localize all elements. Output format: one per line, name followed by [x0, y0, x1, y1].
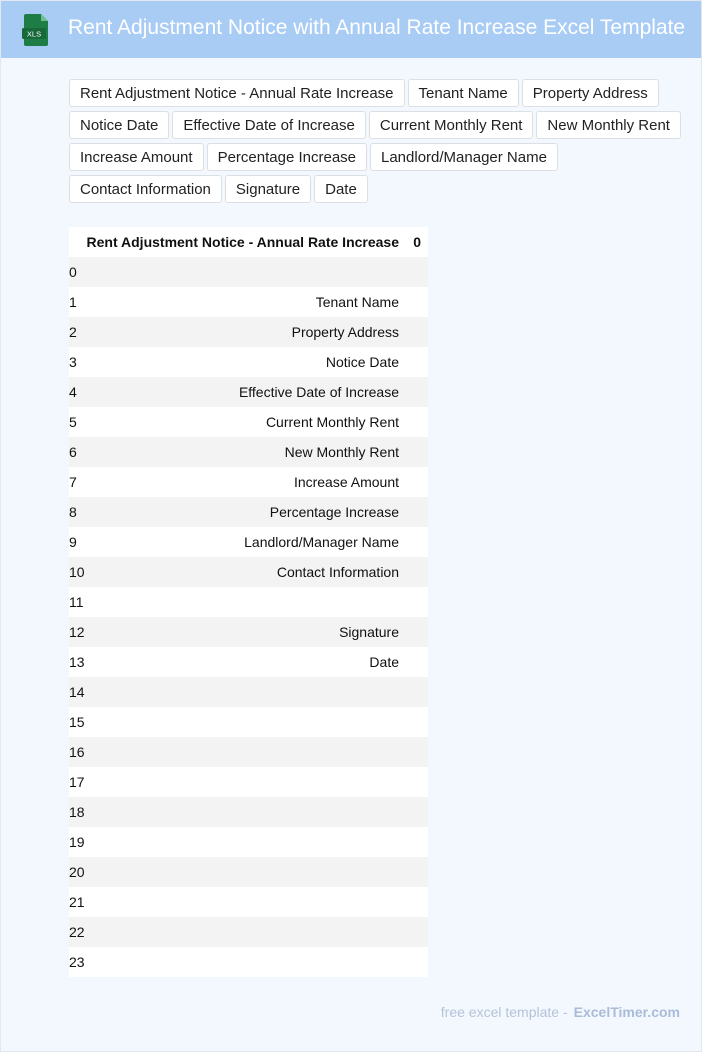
table-row	[69, 557, 428, 587]
keyword-tag[interactable]: Tenant Name	[408, 79, 519, 107]
row-number: 10	[69, 564, 85, 580]
table-row	[69, 257, 428, 287]
table-row	[69, 677, 428, 707]
row-number: 9	[69, 534, 77, 550]
table-cell: Current Monthly Rent	[265, 414, 399, 430]
table-row	[69, 857, 428, 887]
table-cell: Signature	[339, 624, 399, 640]
row-number: 23	[69, 954, 85, 970]
row-number: 19	[69, 834, 85, 850]
table-cell: Percentage Increase	[269, 504, 399, 520]
table-row	[69, 797, 428, 827]
keyword-tag[interactable]: Landlord/Manager Name	[370, 143, 558, 171]
table-row	[69, 827, 428, 857]
keyword-tag[interactable]: Percentage Increase	[207, 143, 367, 171]
row-number: 3	[69, 354, 77, 370]
row-number: 17	[69, 774, 85, 790]
table-cell: Property Address	[291, 324, 399, 340]
header-bar	[1, 1, 701, 58]
table-row	[69, 287, 428, 317]
keyword-tag[interactable]: New Monthly Rent	[536, 111, 681, 139]
table-row	[69, 317, 428, 347]
keyword-tags	[69, 79, 689, 203]
row-number: 21	[69, 894, 85, 910]
table-row	[69, 407, 428, 437]
sheet-header-cell: Rent Adjustment Notice - Annual Rate Increase	[86, 234, 399, 250]
row-number: 22	[69, 924, 85, 940]
xls-icon-label: XLS	[26, 29, 42, 39]
row-number: 12	[69, 624, 85, 640]
keyword-tag[interactable]: Date	[314, 175, 368, 203]
keyword-tag[interactable]: Contact Information	[69, 175, 222, 203]
keyword-tag[interactable]: Effective Date of Increase	[172, 111, 365, 139]
table-row	[69, 377, 428, 407]
table-row	[69, 527, 428, 557]
table-row	[69, 767, 428, 797]
row-number: 5	[69, 414, 77, 430]
row-number: 0	[69, 264, 77, 280]
row-number: 14	[69, 684, 85, 700]
table-cell: Increase Amount	[293, 474, 399, 490]
footer-text: free excel template -	[440, 1004, 568, 1020]
row-number: 16	[69, 744, 85, 760]
footer-brand-link[interactable]: ExcelTimer.com	[573, 1004, 680, 1020]
table-row	[69, 647, 428, 677]
spreadsheet-preview	[69, 227, 428, 977]
keyword-tag[interactable]: Notice Date	[69, 111, 169, 139]
table-cell: Landlord/Manager Name	[244, 534, 399, 550]
row-number: 1	[69, 294, 77, 310]
table-cell: Effective Date of Increase	[238, 384, 399, 400]
row-number: 8	[69, 504, 77, 520]
table-row	[69, 347, 428, 377]
table-row	[69, 497, 428, 527]
table-cell: Contact Information	[276, 564, 399, 580]
excel-file-icon	[22, 14, 50, 46]
table-row	[69, 617, 428, 647]
row-number: 7	[69, 474, 77, 490]
keyword-tag[interactable]: Current Monthly Rent	[369, 111, 534, 139]
table-row	[69, 587, 428, 617]
table-row	[69, 917, 428, 947]
row-number: 6	[69, 444, 77, 460]
table-row	[69, 947, 428, 977]
sheet-header-row	[69, 227, 428, 257]
row-number: 4	[69, 384, 77, 400]
row-number: 18	[69, 804, 85, 820]
row-number: 11	[69, 594, 84, 610]
table-row	[69, 467, 428, 497]
footer	[441, 1004, 680, 1020]
row-number: 2	[69, 324, 77, 340]
table-row	[69, 437, 428, 467]
row-number: 13	[69, 654, 85, 670]
table-cell: Tenant Name	[315, 294, 399, 310]
table-row	[69, 707, 428, 737]
keyword-tag[interactable]: Property Address	[522, 79, 659, 107]
table-row	[69, 737, 428, 767]
table-cell: Notice Date	[325, 354, 399, 370]
keyword-tag[interactable]: Rent Adjustment Notice - Annual Rate Increase	[69, 79, 405, 107]
page-title: Rent Adjustment Notice with Annual Rate Increase Excel Template	[68, 16, 686, 39]
sheet-column-index: 0	[413, 234, 421, 250]
row-number: 15	[69, 714, 85, 730]
table-cell: New Monthly Rent	[284, 444, 399, 460]
row-number: 20	[69, 864, 85, 880]
sheet-rows	[69, 257, 428, 977]
keyword-tag[interactable]: Signature	[225, 175, 311, 203]
keyword-tag[interactable]: Increase Amount	[69, 143, 204, 171]
table-cell: Date	[369, 654, 399, 670]
table-row	[69, 887, 428, 917]
